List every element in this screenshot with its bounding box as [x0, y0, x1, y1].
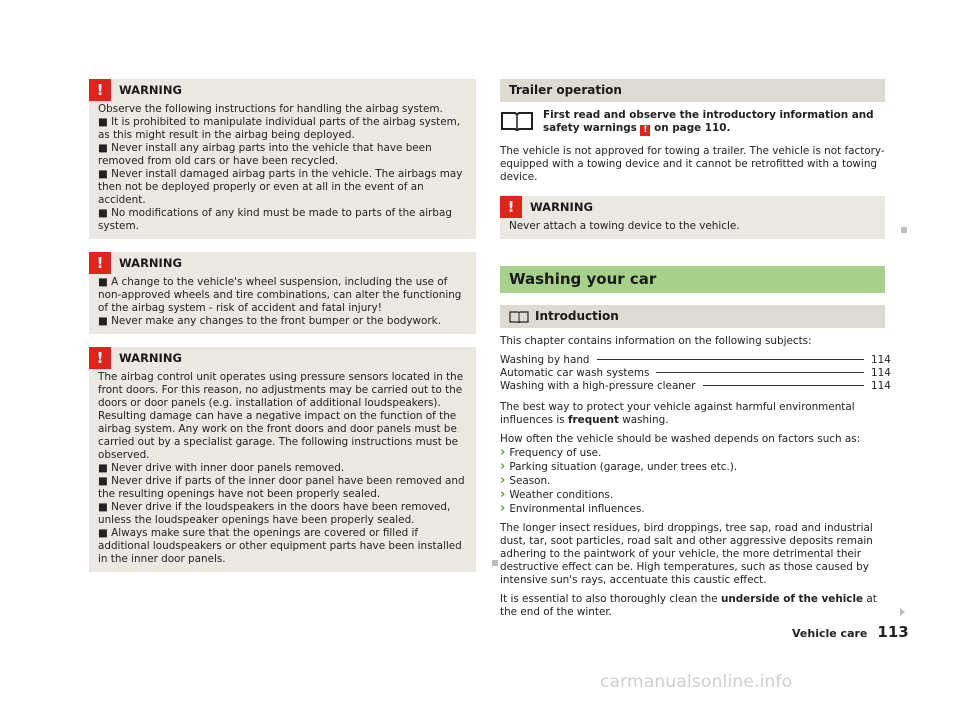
warning-body [89, 274, 476, 334]
warning-header [89, 252, 476, 274]
warning-line: The airbag control unit operates using pressure sensors located in the front doors. For this reason, no adjustments may be carried out to the doors or door panels (e.g. installation of additional loudspeakers). Resulting damage can have a negative impact on the function of the airbag system. Any work on the front doors and door panels must be carried out by a specialist garage. The following instructions must be observed. [98, 371, 464, 461]
open-book-icon [509, 311, 529, 323]
reference-text: First read and observe the introductory information and safety warnings ! on page 110. [543, 109, 874, 135]
topic-item[interactable]: Washing with a high-pressure cleaner 114 [500, 380, 891, 392]
page-number: 114 [871, 354, 891, 366]
page-number: 113 [877, 623, 909, 641]
leader-line [703, 385, 864, 386]
warning-line: ■ A change to the vehicle's wheel suspension, including the use of non-approved wheels and tire combinations, can alter the functioning of the airbag system - risk of accident and fatal injury! [98, 276, 462, 314]
warning-line: ■ It is prohibited to manipulate individual parts of the airbag system, as this might result in the airbag being deployed. [98, 116, 461, 141]
warning-body [89, 101, 476, 239]
topic-item[interactable]: Washing by hand 114 [500, 354, 891, 366]
paragraph-factors: How often the vehicle should be washed depends on factors such as: [500, 433, 861, 445]
warning-line: ■ Never drive if parts of the inner door panel have been removed and the resulting openings have not been properly sealed. [98, 475, 465, 500]
list-item: › Season. [500, 474, 885, 488]
warning-title: WARNING [530, 200, 593, 214]
warning-line: ■ Never drive with inner door panels removed. [98, 462, 345, 474]
warning-box-doors [89, 347, 476, 572]
paragraph-deposits: The longer insect residues, bird droppings, tree sap, road and industrial dust, tar, soot particles, road salt and other aggressive deposits remain adhering to the paintwork of your vehicle, the more detrimental their destructive effect can be. High temperatures, such as those caused by intensive sun's rays, accentuate this caustic effect. [500, 522, 873, 586]
warning-line: ■ Always make sure that the openings are covered or filled if additional loudspeakers or other equipment parts have been installed in the inner door panels. [98, 527, 462, 565]
warning-title: WARNING [119, 256, 182, 270]
warning-body [500, 218, 885, 239]
introduction-heading-bar [500, 305, 885, 328]
footer-section: Vehicle care [792, 627, 868, 640]
chapter-heading: Washing your car [500, 266, 885, 293]
warning-header [500, 196, 885, 218]
leader-line [597, 359, 864, 360]
leader-line [656, 372, 864, 373]
warning-line: Observe the following instructions for handling the airbag system. [98, 103, 443, 115]
warning-header [89, 79, 476, 101]
continue-arrow-icon [900, 608, 905, 616]
trailer-heading: Trailer operation [500, 79, 885, 102]
paragraph-underside: It is essential to also thoroughly clean the underside of the vehicle at the end of the winter. [500, 593, 885, 619]
introduction-heading: Introduction [535, 309, 619, 323]
trailer-body: The vehicle is not approved for towing a trailer. The vehicle is not factory-equipped with a towing device and it cannot be retrofitted with a towing device. [500, 145, 885, 183]
warning-box-trailer [500, 196, 885, 239]
page-number: 114 [871, 367, 891, 379]
warning-title: WARNING [119, 83, 182, 97]
intro-reference [500, 109, 885, 136]
page-link[interactable]: on page 110. [654, 122, 731, 134]
watermark: carmanualsonline.info [600, 672, 793, 692]
list-item: › Parking situation (garage, under trees etc.). [500, 460, 885, 474]
paragraph-frequent: The best way to protect your vehicle against harmful environmental influences is frequent washing. [500, 401, 855, 426]
topic-item[interactable]: Automatic car wash systems 114 [500, 367, 891, 379]
list-item: › Weather conditions. [500, 488, 885, 502]
topic-list [500, 354, 891, 393]
warning-box-suspension [89, 252, 476, 334]
intro-text: This chapter contains information on the following subjects: [500, 335, 812, 347]
warning-icon: ! [640, 125, 650, 136]
page-footer [792, 623, 909, 641]
warning-line: ■ Never drive if the loudspeakers in the doors have been removed, unless the loudspeaker openings have been properly sealed. [98, 501, 451, 526]
warning-icon: ! [89, 79, 111, 101]
warning-header [89, 347, 476, 369]
open-book-icon [500, 109, 534, 133]
page-number: 114 [871, 380, 891, 392]
warning-icon: ! [89, 252, 111, 274]
warning-icon: ! [89, 347, 111, 369]
left-column [89, 79, 476, 585]
warning-line: ■ No modifications of any kind must be made to parts of the airbag system. [98, 207, 452, 232]
right-column [500, 79, 891, 625]
warning-title: WARNING [119, 351, 182, 365]
warning-line: ■ Never install any airbag parts into the vehicle that have been removed from old cars or have been recycled. [98, 142, 432, 167]
list-item: › Frequency of use. [500, 446, 885, 460]
warning-body [89, 369, 476, 572]
warning-line: ■ Never install damaged airbag parts in the vehicle. The airbags may then not be deployed properly or even at all in the event of an accident. [98, 168, 463, 206]
factor-list [500, 446, 885, 516]
warning-line: Never attach a towing device to the vehicle. [509, 220, 740, 232]
section-end-icon [901, 227, 907, 233]
section-end-icon [492, 560, 498, 566]
list-item: › Environmental influences. [500, 502, 885, 516]
warning-box-airbag [89, 79, 476, 239]
warning-line: ■ Never make any changes to the front bumper or the bodywork. [98, 315, 442, 327]
warning-icon: ! [500, 196, 522, 218]
